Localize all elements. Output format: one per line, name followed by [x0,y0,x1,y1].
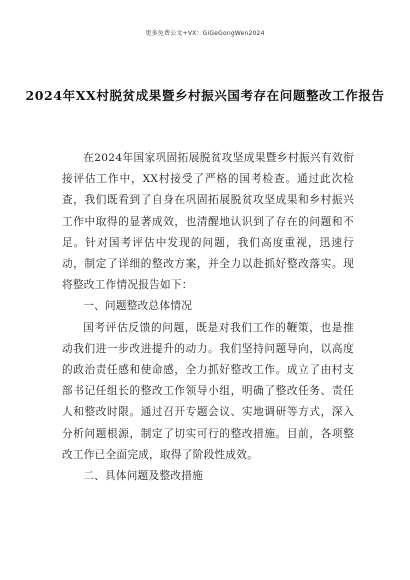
document-title: 2024年XX村脱贫成果暨乡村振兴国考存在问题整改工作报告 [25,88,385,103]
intro-paragraph: 在2024年国家巩固拓展脱贫攻坚成果暨乡村振兴有效衔接评估工作中，XX村接受了严格的国考检查。通过此次检查，我们既看到了自身在巩固拓展脱贫攻坚成果和乡村振兴工作中取得的显著成效，也清醒地认识到了存在的问题和不足。针对国考评估中发现的问题，我们高度重视，迅速行动，制定了详细的整改方案，并全力以赴抓好整改落实。现将整改工作情况报告如下： [62,152,354,292]
section-1-heading: 一、问题整改总体情况 [83,300,193,313]
section-2-heading: 二、具体问题及整改措施 [83,470,204,483]
section-1-paragraph: 国考评估反馈的问题，既是对我们工作的鞭策，也是推动我们进一步改进提升的动力。我们坚持问题导向，以高度的政治责任感和使命感，全力抓好整改工作。成立了由村支部书记任组长的整改工作领导小组，明确了整改任务、责任人和整改时限。通过召开专题会议、实地调研等方式，深入分析问题根源，制定了切实可行的整改措施。目前，各项整改工作已全面完成，取得了阶段性成效。 [62,321,354,461]
header-note: 更多免费公文+VX：GiGeGongWen2024 [145,30,265,37]
document-body [62,148,354,487]
